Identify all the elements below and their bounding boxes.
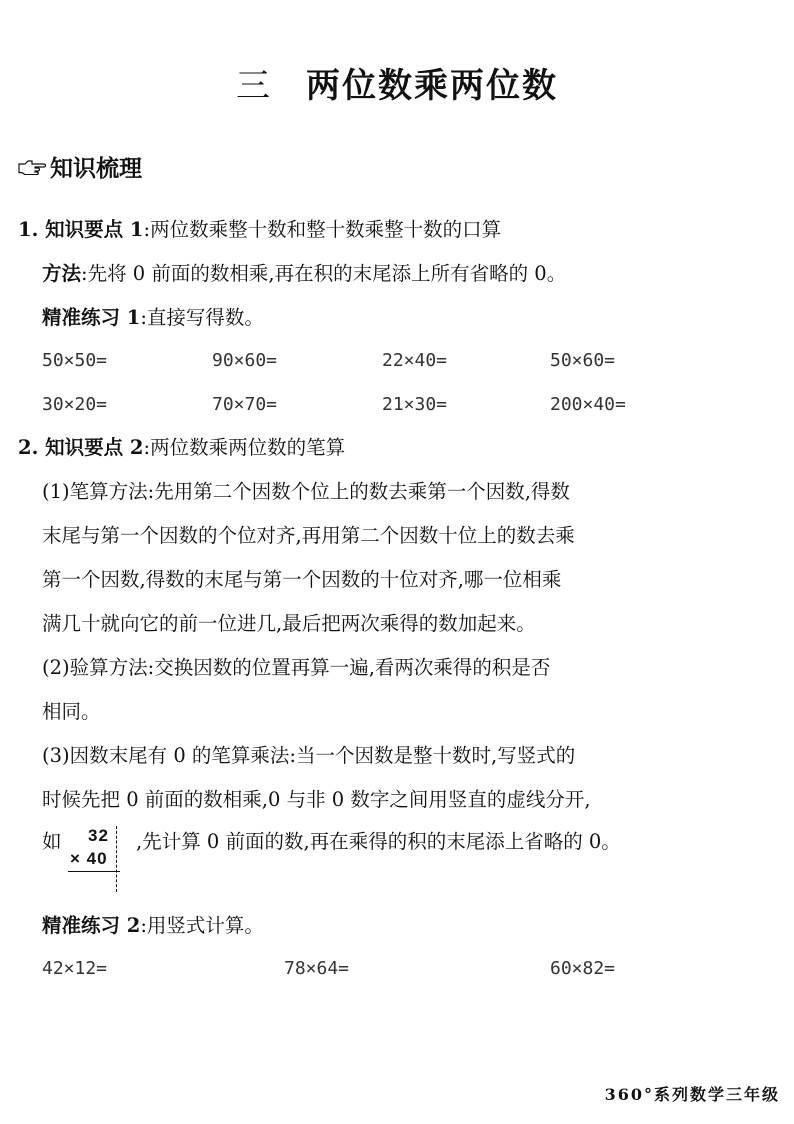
practice2-heading: 精准练习 2:用竖式计算。 [42, 914, 264, 937]
exercise-item: 60×82= [550, 958, 616, 979]
exercise-item: 50×60= [550, 350, 616, 371]
paragraph-line: (1)笔算方法:先用第二个因数个位上的数去乘第一个因数,得数 [42, 480, 570, 503]
exercise-item: 70×70= [212, 394, 278, 415]
page-footer: 360°系列数学三年级 [604, 1085, 780, 1104]
paragraph-line: (2)验算方法:交换因数的位置再算一遍,看两次乘得的积是否 [42, 656, 551, 679]
vertical-underline [68, 871, 120, 872]
chapter-title: 两位数乘两位数 [306, 66, 558, 106]
paragraph-line: 时候先把 0 前面的数相乘,0 与非 0 数字之间用竖直的虚线分开, [42, 788, 591, 811]
point1-heading: 1. 知识要点 1:两位数乘整十数和整十数乘整十数的口算 [18, 218, 502, 241]
exercise-item: 200×40= [550, 394, 626, 415]
page-title [0, 58, 794, 107]
exercise-item: 42×12= [42, 958, 108, 979]
exercise-item: 50×50= [42, 350, 108, 371]
paragraph-line: 末尾与第一个因数的个位对齐,再用第二个因数十位上的数去乘 [42, 524, 575, 547]
vertical-multiplication-example [68, 826, 138, 896]
vertical-top-number: 32 [88, 826, 109, 845]
paragraph-line: 相同。 [42, 700, 101, 723]
vertical-dashed-divider [116, 826, 117, 892]
exercise-item: 90×60= [212, 350, 278, 371]
practice1-heading: 精准练习 1:直接写得数。 [42, 306, 264, 329]
paragraph-line: 满几十就向它的前一位进几,最后把两次乘得的数加起来。 [42, 612, 536, 635]
point1-method: 方法:先将 0 前面的数相乘,再在积的末尾添上所有省略的 0。 [42, 262, 567, 285]
paragraph-line: 第一个因数,得数的末尾与第一个因数的十位对齐,哪一位相乘 [42, 568, 562, 591]
section-header [18, 150, 142, 183]
paragraph-suffix: ,先计算 0 前面的数,再在乘得的积的末尾添上省略的 0。 [136, 830, 621, 853]
exercise-item: 22×40= [382, 350, 448, 371]
point2-heading: 2. 知识要点 2:两位数乘两位数的笔算 [18, 436, 346, 459]
paragraph-line: (3)因数末尾有 0 的笔算乘法:当一个因数是整十数时,写竖式的 [42, 744, 576, 767]
section-label: 知识梳理 [50, 155, 142, 182]
pointing-hand-icon [18, 159, 46, 175]
exercise-item: 30×20= [42, 394, 108, 415]
exercise-item: 78×64= [284, 958, 350, 979]
vertical-bottom-number: × 40 [70, 849, 108, 868]
chapter-number: 三 [236, 66, 272, 106]
exercise-item: 21×30= [382, 394, 448, 415]
paragraph-prefix: 如 [42, 830, 62, 853]
